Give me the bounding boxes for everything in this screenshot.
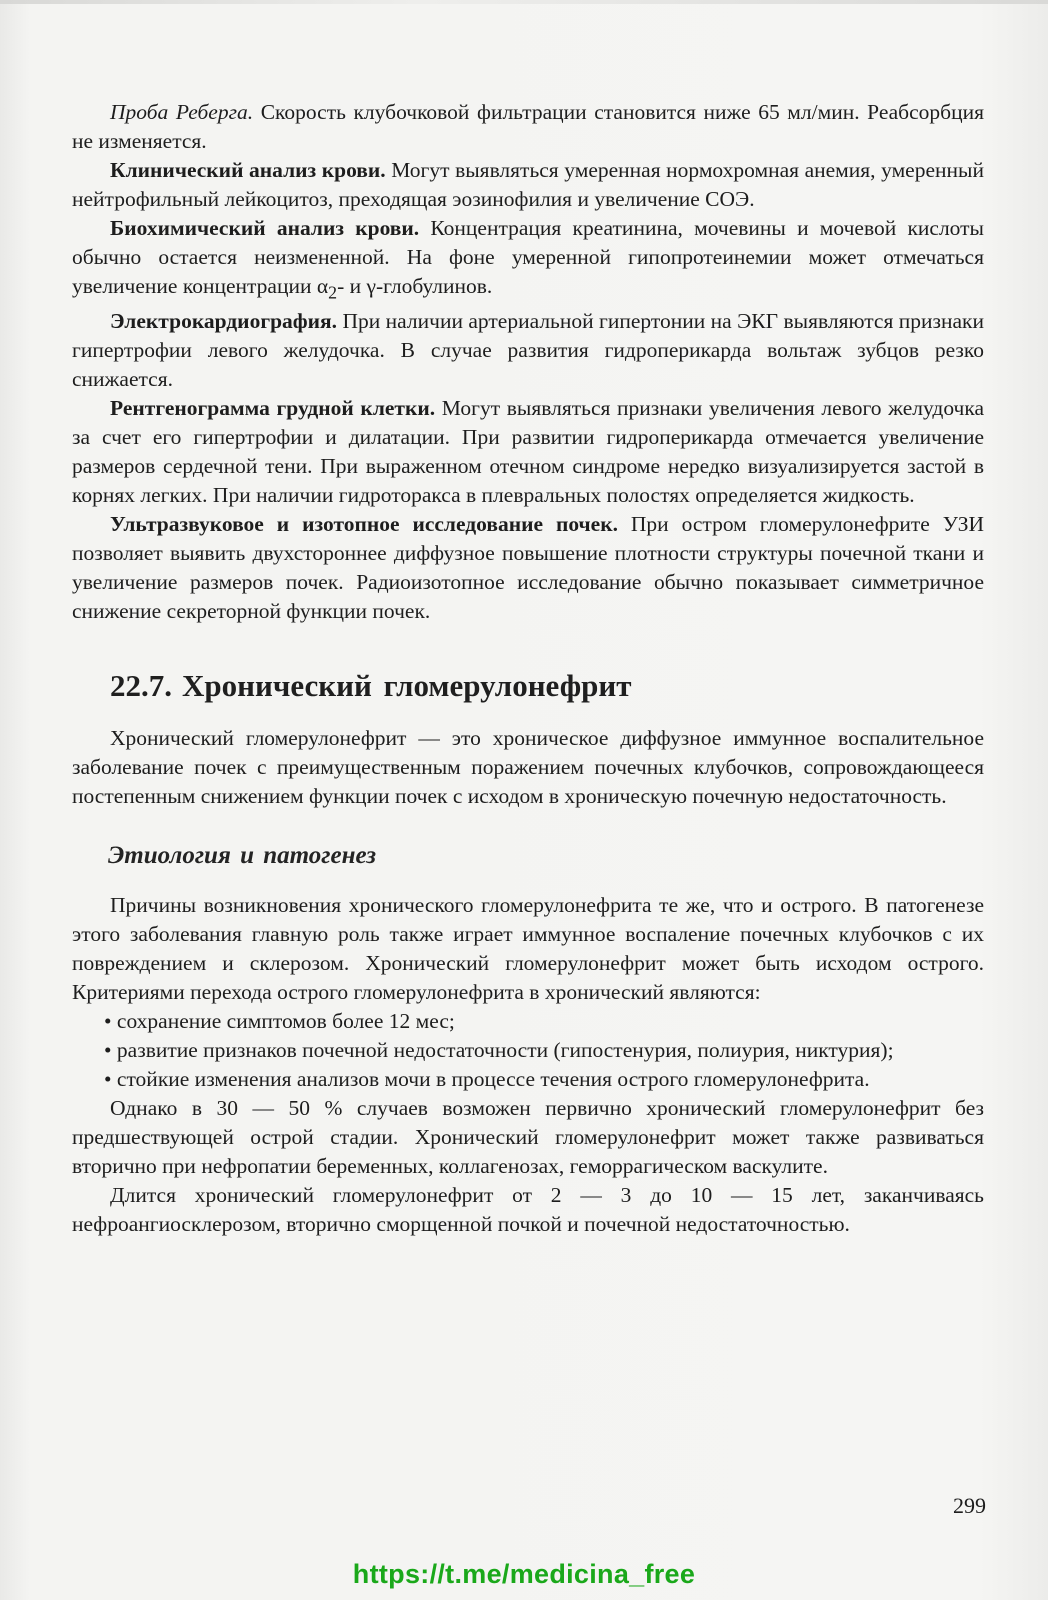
ecg-paragraph xyxy=(72,307,984,394)
page-number: 299 xyxy=(953,1493,986,1518)
page-top-edge xyxy=(0,0,1048,4)
biochem-paragraph xyxy=(72,214,984,307)
blood-label: Клинический анализ крови. xyxy=(110,158,386,182)
biochem-text-b: - и γ-глобулинов. xyxy=(337,274,493,298)
biochem-text-a: Концентрация креатинина, мочевины и мочевой кислоты обычно остается неизмененной. На фоне умеренной гипопротеинемии может отмечаться увеличение концентрации α xyxy=(72,216,984,298)
section-title: Хронический гломерулонефрит xyxy=(182,668,632,704)
reberg-label: Проба Реберга. xyxy=(110,100,254,124)
etiology-paragraph: Причины возникновения хронического гломерулонефрита те же, что и острого. В патогенезе этого заболевания главную роль также играет иммунное воспаление почечных клубочков с их повреждением и склерозом. Хронический гломерулонефрит может быть исходом острого. Критериями перехода острого гломерулонефрита в хронический являются: xyxy=(72,893,984,1005)
blood-paragraph xyxy=(72,156,984,214)
biochem-label: Биохимический анализ крови. xyxy=(110,216,420,240)
body-text xyxy=(72,98,984,1239)
criteria-item: • развитие признаков почечной недостаточности (гипостенурия, полиурия, никтурия); xyxy=(104,1038,894,1063)
section-heading xyxy=(110,666,984,706)
biochem-subscript: 2 xyxy=(328,282,338,303)
criteria-item: • сохранение симптомов более 12 мес; xyxy=(104,1009,455,1034)
definition-paragraph: Хронический гломерулонефрит — это хроническое диффузное иммунное воспалительное заболевание почек с преимущественным поражением почечных клубочков, сопровождающееся постепенным снижением функции почек с исходом в хроническую почечную недостаточность. xyxy=(72,726,984,809)
ecg-text: При наличии артериальной гипертонии на ЭКГ выявляются признаки гипертрофии левого желудочка. В случае развития гидроперикарда вольтаж зубцов резко снижается. xyxy=(72,309,984,392)
xray-text: Могут выявляться признаки увеличения левого желудочка за счет его гипертрофии и дилатации. При развитии гидроперикарда отмечается увеличение размеров сердечной тени. При выраженном отечном синдроме нередко визуализируется застой в корнях легких. При наличии гидроторакса в плевральных полостях определяется жидкость. xyxy=(72,396,984,508)
section-number: 22.7. xyxy=(110,668,172,704)
footer-link[interactable]: https://t.me/medicina_free xyxy=(352,1559,696,1589)
duration-paragraph: Длится хронический гломерулонефрит от 2 — 3 до 10 — 15 лет, заканчиваясь нефроангиосклерозом, вторично сморщенной почкой и почечной недостаточностью. xyxy=(72,1183,984,1237)
xray-paragraph xyxy=(72,394,984,510)
ultrasound-text: При остром гломерулонефрите УЗИ позволяет выявить двухстороннее диффузное повышение плотности структуры почечной ткани и увеличение размеров почек. Радиоизотопное исследование обычно показывает симметричное снижение секреторной функции почек. xyxy=(72,512,984,624)
blood-text: Могут выявляться умеренная нормохромная анемия, умеренный нейтрофильный лейкоцитоз, преходящая эозинофилия и увеличение СОЭ. xyxy=(72,158,984,211)
reberg-text: Скорость клубочковой фильтрации становится ниже 65 мл/мин. Реабсорбция не изменяется. xyxy=(72,100,985,153)
ecg-label: Электрокардиография. xyxy=(110,309,338,334)
primary-chronic-paragraph: Однако в 30 — 50 % случаев возможен первично хронический гломерулонефрит без предшествующей острой стадии. Хронический гломерулонефрит может также развиваться вторично при нефропатии беременных, коллагенозах, геморрагическом васкулите. xyxy=(72,1096,984,1179)
subsection-heading: Этиология и патогенез xyxy=(108,842,376,870)
xray-label: Рентгенограмма грудной клетки. xyxy=(110,396,436,421)
ultrasound-label: Ультразвуковое и изотопное исследование почек. xyxy=(110,512,618,537)
reberg-paragraph xyxy=(72,98,984,156)
criteria-item: • стойкие изменения анализов мочи в процессе течения острого гломерулонефрита. xyxy=(104,1067,870,1092)
ultrasound-paragraph xyxy=(72,510,984,626)
